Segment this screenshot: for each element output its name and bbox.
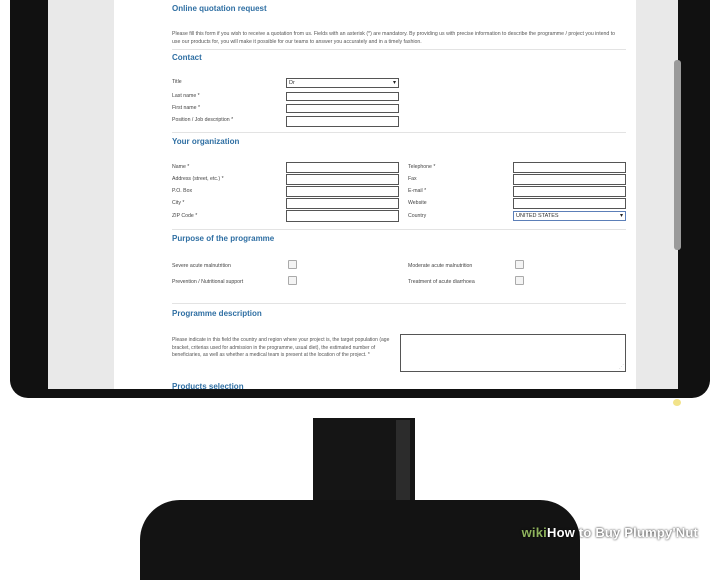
section-divider: [172, 229, 626, 230]
moderate-malnutrition-checkbox[interactable]: [515, 260, 524, 269]
pobox-input[interactable]: [286, 186, 399, 197]
last-name-input[interactable]: [286, 92, 399, 101]
country-select-value: UNITED STATES: [516, 213, 559, 219]
watermark-title: How to Buy Plumpy'Nut: [546, 525, 698, 540]
section-divider: [172, 49, 626, 50]
dropdown-arrow-icon: ▾: [619, 213, 623, 219]
moderate-malnutrition-label: Moderate acute malnutrition: [408, 263, 473, 269]
section-divider: [172, 303, 626, 304]
prevention-label: Prevention / Nutritional support: [172, 279, 244, 285]
email-input[interactable]: [513, 186, 626, 197]
dropdown-arrow-icon: ▾: [392, 80, 396, 86]
diarrhoea-label: Treatment of acute diarrhoea: [408, 279, 475, 285]
pobox-label: P.O. Box: [172, 188, 193, 194]
watermark: [522, 525, 698, 540]
products-heading: Products selection: [172, 382, 244, 389]
programme-description-textarea[interactable]: [400, 334, 626, 372]
first-name-label: First name *: [172, 105, 200, 111]
address-input[interactable]: [286, 174, 399, 185]
last-name-label: Last name *: [172, 93, 200, 99]
address-label: Address (street, etc.) *: [172, 176, 224, 182]
city-input[interactable]: [286, 198, 399, 209]
quotation-form-page: [114, 0, 636, 389]
title-label: Title: [172, 79, 182, 85]
purpose-heading: Purpose of the programme: [172, 234, 275, 243]
severe-malnutrition-checkbox[interactable]: [288, 260, 297, 269]
org-name-label: Name *: [172, 164, 190, 170]
country-label: Country: [408, 213, 427, 219]
monitor-stand-base: [140, 500, 580, 580]
title-select-value: Dr: [289, 80, 295, 86]
email-label: E-mail *: [408, 188, 427, 194]
website-label: Website: [408, 200, 427, 206]
country-select[interactable]: [513, 211, 626, 221]
section-divider: [172, 132, 626, 133]
fax-input[interactable]: [513, 174, 626, 185]
form-title: Online quotation request: [172, 4, 267, 13]
organization-heading: Your organization: [172, 137, 240, 146]
programme-heading: Programme description: [172, 309, 262, 318]
resize-grip-icon: ⋰: [619, 364, 624, 370]
monitor-screen: [48, 0, 678, 389]
prevention-checkbox[interactable]: [288, 276, 297, 285]
programme-description-label: Please indicate in this field the country and region where your project is, the target population (age bracket, criterias used for admission in the programme, usual diet), the estimated number of beneficiaries, as well as whether a medical team is present at the location of the project. *: [172, 337, 390, 358]
website-input[interactable]: [513, 198, 626, 209]
scrollbar-thumb[interactable]: [674, 60, 681, 250]
diarrhoea-checkbox[interactable]: [515, 276, 524, 285]
power-light-icon: [673, 399, 681, 406]
contact-heading: Contact: [172, 53, 202, 62]
zip-input[interactable]: [286, 210, 399, 222]
city-label: City *: [172, 200, 185, 206]
telephone-input[interactable]: [513, 162, 626, 173]
severe-malnutrition-label: Severe acute malnutrition: [172, 263, 231, 269]
monitor-stand-highlight: [396, 420, 410, 506]
zip-label: ZIP Code *: [172, 213, 198, 219]
position-input[interactable]: [286, 116, 399, 127]
first-name-input[interactable]: [286, 104, 399, 113]
telephone-label: Telephone *: [408, 164, 436, 170]
org-name-input[interactable]: [286, 162, 399, 173]
position-label: Position / Job description *: [172, 117, 234, 123]
title-select[interactable]: [286, 78, 399, 88]
watermark-wiki: wiki: [521, 525, 547, 540]
fax-label: Fax: [408, 176, 417, 182]
form-intro-text: Please fill this form if you wish to receive a quotation from us. Fields with an asterisk (*) are mandatory. By providing us with precise information to describe the programme / project you intend to use our products for, you will make it possible for our teams to answer you accurately and in a timely fashion.: [172, 31, 616, 45]
